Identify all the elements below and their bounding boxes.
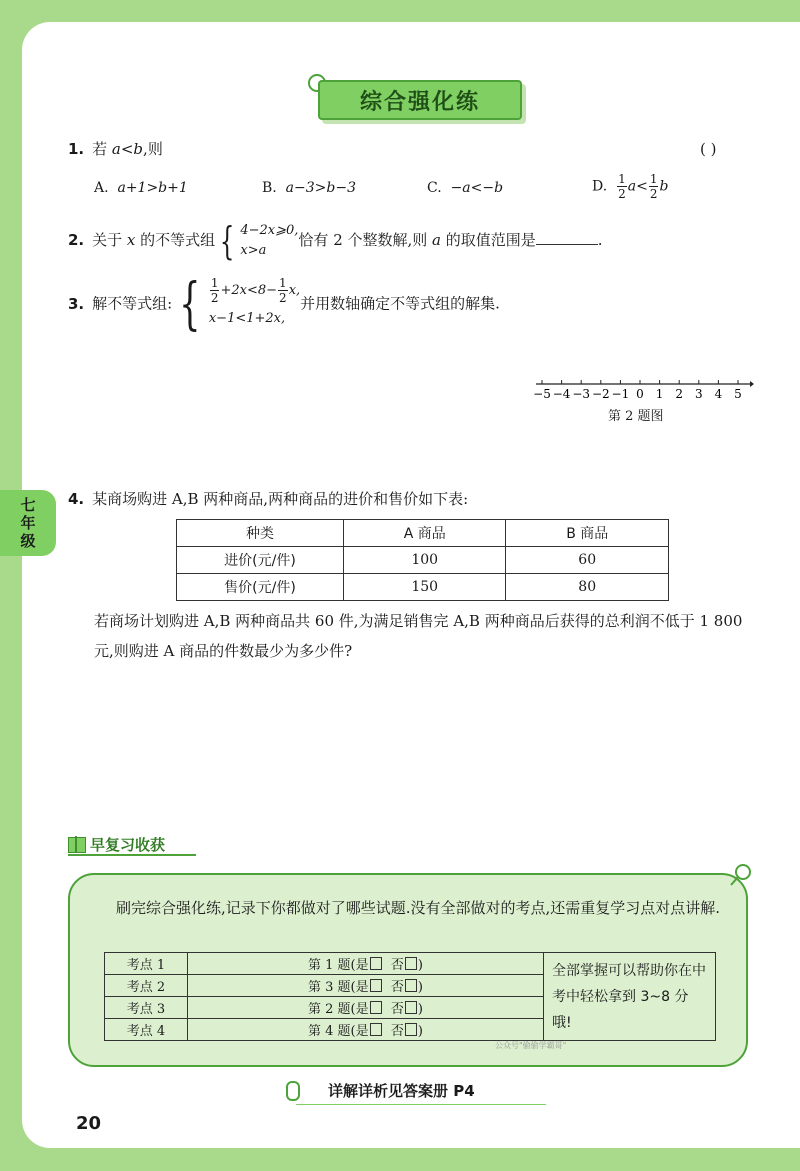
table-row [177, 574, 669, 601]
checkpoint-question: 第 4 题(是 否 ) [188, 1019, 544, 1041]
checkpoint-question: 第 3 题(是 否 ) [188, 975, 544, 997]
option-a-text: a+1>b+1 [117, 180, 188, 196]
table-header-cell: 种类 [177, 520, 344, 547]
grade-tab-char-3: 级 [20, 532, 36, 550]
yes-checkbox[interactable] [370, 1023, 382, 1036]
no-checkbox[interactable] [405, 979, 417, 992]
review-text: 刷完综合强化练,记录下你都做对了哪些试题.没有全部做对的考点,还需重复学习点对点讲解. [116, 899, 721, 917]
gift-icon [68, 837, 86, 853]
no-checkbox[interactable] [405, 1023, 417, 1036]
option-c-label: C. [427, 180, 442, 196]
question-2-mid: 的不等式组 [135, 231, 216, 249]
question-3-number: 3. [68, 294, 85, 313]
option-b-text: a−3>b−3 [285, 180, 356, 196]
table-cell: 60 [506, 547, 669, 574]
number-line-tick-label: 5 [734, 387, 742, 401]
checkpoint-table [104, 952, 716, 1041]
question-2-system-line-2: x>a [240, 243, 267, 258]
option-d-end: b [659, 178, 669, 195]
checkpoint-question: 第 1 题(是 否 ) [188, 953, 544, 975]
number-line-tick-label: −3 [572, 387, 591, 401]
yes-checkbox[interactable] [370, 957, 382, 970]
question-1-condition: a<b [111, 140, 144, 158]
checkpoint-question: 第 2 题(是 否 ) [188, 997, 544, 1019]
option-c-text: −a<−b [450, 180, 504, 196]
option-d-fraction-2: $\frac{1}{2}$ [649, 172, 658, 201]
table-header-cell: B 商品 [506, 520, 669, 547]
option-d-label: D. [592, 178, 608, 195]
table-row [177, 547, 669, 574]
question-2-prefix: 关于 [92, 231, 127, 249]
question-2-system-line-1: 4−2x⩾0, [240, 223, 299, 238]
question-1-suffix: ,则 [143, 140, 163, 158]
question-3-prefix: 解不等式组: [92, 294, 173, 313]
question-3-system-line-1: $\frac{1}{2}$ +2x<8− $\frac{1}{2}$ x, [210, 276, 301, 305]
question-2-end: . [597, 231, 603, 249]
table-header-cell: A 商品 [344, 520, 506, 547]
table-cell: 100 [344, 547, 506, 574]
table-row [105, 953, 716, 975]
question-1 [68, 138, 163, 160]
option-a[interactable] [94, 180, 188, 196]
paperclip-icon [286, 1081, 300, 1101]
watermark: 公众号"偷偷学霸哥" [495, 1041, 567, 1050]
question-4-paragraph: 若商场计划购进 A,B 两种商品共 60 件,为满足销售完 A,B 两种商品后获得的总利润不低于 1 800 元,则购进 A 商品的件数最少为多少件? [94, 612, 743, 660]
question-2-system: { 4−2x⩾0, x>a [220, 219, 299, 263]
number-line-tick-label: −4 [552, 387, 571, 401]
number-line-tick-label: −1 [611, 387, 630, 401]
question-3-system-line-2: x−1<1+2x, [208, 311, 286, 326]
review-heading-underline [68, 854, 196, 856]
number-line-tick-label: 1 [655, 387, 664, 401]
answer-reference-text: 详解详析见答案册 P4 [328, 1082, 475, 1100]
checkpoint-label: 考点 3 [105, 997, 188, 1019]
question-2 [68, 221, 603, 261]
option-d-mid: a< [627, 178, 648, 195]
number-line-tick-label: −5 [533, 387, 551, 401]
question-2-answer-blank[interactable] [536, 228, 598, 245]
question-2-var: x [126, 231, 136, 249]
number-line-tick-label: 2 [675, 387, 684, 401]
question-1-prefix: 若 [92, 140, 112, 158]
answer-parentheses[interactable]: ( ) [700, 140, 717, 158]
checkpoint-label: 考点 2 [105, 975, 188, 997]
no-checkbox[interactable] [405, 1001, 417, 1014]
price-table [176, 519, 669, 601]
option-b-label: B. [262, 180, 277, 196]
question-3-suffix: 并用数轴确定不等式组的解集. [300, 294, 500, 313]
review-heading-text: 早复习收获 [90, 836, 166, 854]
no-checkbox[interactable] [405, 957, 417, 970]
figure-caption: 第 2 题图 [608, 409, 664, 424]
page-title: 综合强化练 [318, 80, 522, 120]
question-4 [68, 488, 468, 510]
grade-tab-char-2: 年 [20, 514, 36, 532]
answer-reference[interactable] [286, 1080, 475, 1101]
question-2-suffix-2: 的取值范围是 [441, 231, 536, 249]
grade-tab-char-1: 七 [20, 496, 36, 514]
question-3-system: { $\frac{1}{2}$ +2x<8− $\frac{1}{2}$ x, x−1<1+2x, [179, 271, 301, 337]
option-b[interactable] [262, 180, 356, 196]
number-line-tick-label: 0 [636, 387, 644, 401]
yes-checkbox[interactable] [370, 979, 382, 992]
option-a-label: A. [94, 180, 109, 196]
yes-checkbox[interactable] [370, 1001, 382, 1014]
table-cell: 进价(元/件) [177, 547, 344, 574]
page-number: 20 [76, 1113, 102, 1134]
question-2-number: 2. [68, 231, 85, 249]
table-cell: 80 [506, 574, 669, 601]
table-cell: 售价(元/件) [177, 574, 344, 601]
question-3 [68, 271, 500, 337]
table-header-row [177, 520, 669, 547]
number-line-tick-label: 3 [694, 387, 703, 401]
option-c[interactable] [427, 180, 503, 196]
mastery-note: 全部掌握可以帮助你在中考中轻松拿到 3~8 分哦! [544, 953, 716, 1041]
number-line-arrow-icon [750, 381, 754, 387]
grade-tab[interactable] [0, 490, 56, 556]
option-d-fraction-1: $\frac{1}{2}$ [618, 172, 626, 201]
option-d[interactable] [592, 172, 668, 201]
pushpin-icon [728, 862, 754, 888]
checkpoint-label: 考点 4 [105, 1019, 188, 1041]
question-2-suffix: 恰有 2 个整数解,则 [298, 231, 433, 249]
number-line-tick-label: 4 [714, 387, 723, 401]
answer-reference-underline [296, 1104, 546, 1105]
table-cell: 150 [344, 574, 506, 601]
number-line-tick-label: −2 [591, 387, 610, 401]
question-4-text: 某商场购进 A,B 两种商品,两种商品的进价和售价如下表: [92, 490, 469, 508]
review-heading [68, 834, 165, 855]
question-4-number: 4. [68, 490, 85, 508]
checkpoint-label: 考点 1 [105, 953, 188, 975]
question-1-number: 1. [68, 140, 85, 158]
question-2-a: a [432, 231, 441, 249]
